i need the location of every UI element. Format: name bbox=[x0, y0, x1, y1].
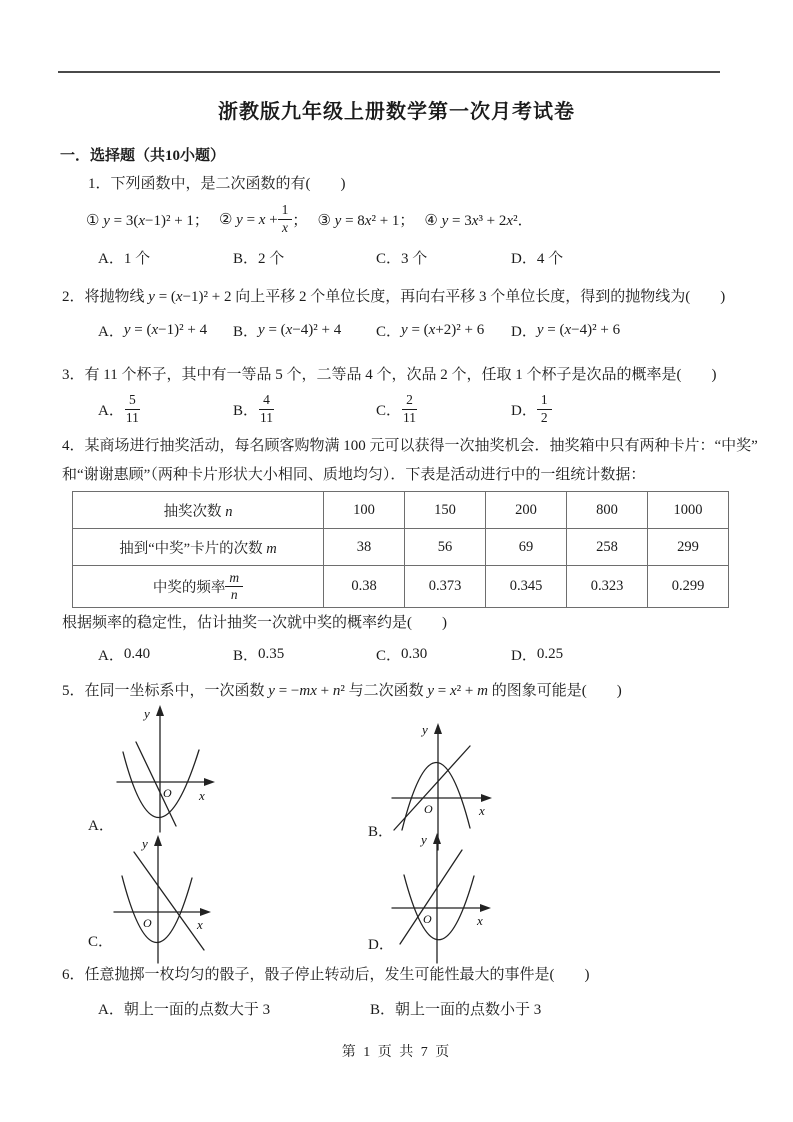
q5-graph-b-label: B． bbox=[368, 824, 394, 840]
table-cell: 38 bbox=[324, 529, 405, 566]
page-footer: 第 1 页 共 7 页 bbox=[341, 1045, 452, 1060]
table-row bbox=[73, 492, 729, 529]
origin-label: O bbox=[143, 916, 152, 930]
q2-option-d bbox=[511, 320, 620, 341]
option-text: 0.40 bbox=[123, 646, 151, 662]
fraction-denominator: n bbox=[230, 587, 238, 602]
q5-graph-c bbox=[100, 830, 220, 965]
q4-option-c bbox=[376, 644, 427, 665]
line-curve bbox=[136, 742, 176, 826]
q1-formulas bbox=[86, 196, 533, 242]
option-fraction bbox=[401, 392, 418, 425]
table-cell: 100 bbox=[324, 492, 405, 529]
q1-formula-4: ④ y = 3x³ + 2x²． bbox=[424, 212, 533, 229]
option-letter: C． bbox=[376, 251, 402, 267]
q4-option-a bbox=[98, 644, 150, 665]
option-text: 朝上一面的点数小于 3 bbox=[395, 1002, 542, 1018]
y-axis-arrow-icon bbox=[154, 835, 162, 846]
parabola-curve bbox=[122, 876, 192, 943]
table-cell: 56 bbox=[405, 529, 486, 566]
option-letter: C． bbox=[376, 324, 402, 340]
option-text: 2 个 bbox=[258, 251, 285, 267]
row-label: 抽到“中奖”卡片的次数 m bbox=[119, 540, 277, 557]
parabola-curve bbox=[123, 750, 199, 818]
table-row bbox=[73, 566, 729, 608]
option-letter: A． bbox=[98, 251, 124, 267]
q5-stem: 5．在同一坐标系中，一次函数 y = −mx + n² 与二次函数 y = x² + m 的图象可能是( ) bbox=[62, 683, 622, 699]
q5-graph-a bbox=[103, 702, 223, 837]
fraction-denominator: 11 bbox=[125, 409, 139, 425]
option-text: 0.30 bbox=[401, 646, 428, 662]
table-cell: 0.345 bbox=[486, 566, 567, 608]
origin-label: O bbox=[424, 802, 433, 816]
option-letter: B． bbox=[233, 324, 259, 340]
table-cell: 258 bbox=[567, 529, 648, 566]
q3-option-c bbox=[376, 388, 418, 430]
option-text: y = (x−4)² + 4 bbox=[258, 322, 342, 338]
option-letter: B． bbox=[233, 648, 259, 664]
q1-option-c bbox=[376, 247, 427, 268]
x-axis-label: x bbox=[477, 913, 483, 928]
q6-options bbox=[98, 998, 718, 1020]
q2-option-b bbox=[233, 320, 341, 341]
q4-option-d bbox=[511, 644, 563, 665]
option-text: y = (x+2)² + 6 bbox=[401, 322, 485, 338]
q5-graph-d-label: D． bbox=[368, 937, 394, 953]
origin-label: O bbox=[163, 786, 172, 800]
option-text: y = (x−1)² + 4 bbox=[123, 322, 208, 338]
row-label bbox=[153, 570, 243, 603]
q5-graph-d bbox=[380, 830, 500, 965]
table-cell bbox=[73, 566, 324, 608]
fraction-numerator: 2 bbox=[402, 392, 417, 409]
y-axis-label: y bbox=[144, 706, 150, 721]
option-fraction bbox=[124, 392, 141, 425]
x-axis-arrow-icon bbox=[480, 904, 491, 912]
option-letter: D． bbox=[511, 402, 537, 419]
q4-options bbox=[98, 644, 718, 666]
table-cell: 0.299 bbox=[648, 566, 729, 608]
q6-option-b bbox=[370, 998, 541, 1019]
table-cell bbox=[73, 492, 324, 529]
option-text: 4 个 bbox=[536, 251, 564, 267]
q1-formula-2-fraction bbox=[278, 202, 293, 235]
table-cell: 0.38 bbox=[324, 566, 405, 608]
option-text: 0.25 bbox=[536, 646, 564, 662]
fraction-numerator: 1 bbox=[278, 202, 293, 219]
option-letter: A． bbox=[98, 324, 124, 340]
q5-graph-c-label: C． bbox=[88, 934, 114, 950]
table-cell: 0.373 bbox=[405, 566, 486, 608]
option-letter: B． bbox=[370, 1002, 396, 1018]
option-letter: A． bbox=[98, 648, 124, 664]
y-axis-label: y bbox=[421, 832, 427, 847]
table-cell: 150 bbox=[405, 492, 486, 529]
option-letter: B． bbox=[233, 251, 259, 267]
fraction-denominator: 11 bbox=[403, 409, 417, 425]
table-cell bbox=[73, 529, 324, 566]
row-label: 抽奖次数 n bbox=[163, 503, 233, 520]
y-axis-arrow-icon bbox=[433, 833, 441, 844]
section-heading: 一．选择题（共10小题） bbox=[60, 148, 226, 164]
x-axis-label: x bbox=[199, 788, 205, 803]
x-axis-arrow-icon bbox=[200, 908, 211, 916]
option-letter: D． bbox=[511, 324, 537, 340]
q1-option-d bbox=[511, 247, 563, 268]
q6-option-a bbox=[98, 998, 270, 1019]
fraction-numerator: m bbox=[225, 570, 243, 587]
fraction-numerator: 1 bbox=[537, 392, 552, 409]
q1-options bbox=[98, 247, 718, 269]
q2-option-c bbox=[376, 320, 484, 341]
q4-stem-line2: 和“谢谢惠顾”（两种卡片形状大小相同、质地均匀）．下表是活动进行中的一组统计数据： bbox=[62, 467, 646, 483]
q1-option-a bbox=[98, 247, 150, 268]
fraction-numerator: 5 bbox=[125, 392, 140, 409]
line-curve bbox=[394, 746, 470, 830]
q5-graph-a-label: A． bbox=[88, 818, 114, 834]
x-axis-arrow-icon bbox=[204, 778, 215, 786]
page-title: 浙教版九年级上册数学第一次月考试卷 bbox=[218, 101, 575, 123]
q1-option-b bbox=[233, 247, 284, 268]
fraction-denominator: 11 bbox=[260, 409, 274, 425]
table-cell: 69 bbox=[486, 529, 567, 566]
option-letter: D． bbox=[511, 251, 537, 267]
table-cell: 200 bbox=[486, 492, 567, 529]
x-axis-label: x bbox=[479, 803, 485, 818]
y-axis-label: y bbox=[422, 722, 428, 737]
q1-stem: 1．下列函数中，是二次函数的有( ) bbox=[88, 176, 346, 192]
table-row bbox=[73, 529, 729, 566]
q3-option-b bbox=[233, 388, 275, 430]
header-rule bbox=[58, 71, 720, 73]
option-text: 1 个 bbox=[123, 251, 151, 267]
option-text: 3 个 bbox=[401, 251, 428, 267]
y-axis-arrow-icon bbox=[434, 723, 442, 734]
q2-options bbox=[98, 320, 718, 342]
q3-option-d bbox=[511, 388, 552, 430]
option-letter: B． bbox=[233, 402, 259, 419]
q3-stem: 3．有 11 个杯子，其中有一等品 5 个，二等品 4 个，次品 2 个，任取 1 个杯子是次品的概率是( ) bbox=[62, 367, 717, 383]
option-letter: A． bbox=[98, 402, 124, 419]
option-letter: C． bbox=[376, 648, 402, 664]
q1-formula-1: ① y = 3(x−1)² + 1； bbox=[86, 212, 209, 229]
option-letter: D． bbox=[511, 648, 537, 664]
option-text: 朝上一面的点数大于 3 bbox=[123, 1002, 271, 1018]
q1-formula-3: ③ y = 8x² + 1； bbox=[317, 212, 415, 229]
frequency-fraction bbox=[225, 570, 243, 603]
table-cell: 1000 bbox=[648, 492, 729, 529]
option-fraction bbox=[537, 392, 552, 425]
q4-table bbox=[72, 491, 729, 608]
fraction-numerator: 4 bbox=[259, 392, 274, 409]
y-axis-arrow-icon bbox=[156, 705, 164, 716]
x-axis-label: x bbox=[197, 917, 203, 932]
table-cell: 0.323 bbox=[567, 566, 648, 608]
q6-stem: 6．任意抛掷一枚均匀的骰子，骰子停止转动后，发生可能性最大的事件是( ) bbox=[62, 967, 590, 983]
option-letter: C． bbox=[376, 402, 402, 419]
option-text: y = (x−4)² + 6 bbox=[536, 322, 621, 338]
parabola-curve bbox=[402, 762, 470, 830]
q2-option-a bbox=[98, 320, 207, 341]
q4-option-b bbox=[233, 644, 284, 665]
fraction-denominator: 2 bbox=[540, 409, 548, 425]
row-label-text: 中奖的频率 bbox=[152, 580, 226, 596]
y-axis-label: y bbox=[142, 836, 148, 851]
q4-stem-line1: 4．某商场进行抽奖活动，每名顾客购物满 100 元可以获得一次抽奖机会．抽奖箱中只有两种卡片：“中奖” bbox=[62, 438, 758, 454]
x-axis-arrow-icon bbox=[481, 794, 492, 802]
fraction-denominator: x bbox=[282, 219, 289, 235]
table-cell: 800 bbox=[567, 492, 648, 529]
origin-label: O bbox=[423, 912, 432, 926]
q2-stem: 2．将抛物线 y = (x−1)² + 2 向上平移 2 个单位长度，再向右平移 3 个单位长度，得到的抛物线为( ) bbox=[62, 289, 726, 305]
q3-option-a bbox=[98, 388, 141, 430]
q1-formula-2-pre: ② y = x + bbox=[218, 211, 278, 228]
option-letter: A． bbox=[98, 1002, 124, 1018]
option-fraction bbox=[258, 392, 275, 425]
q3-options bbox=[98, 388, 718, 430]
q1-formula-2-post: ； bbox=[292, 212, 308, 229]
table-cell: 299 bbox=[648, 529, 729, 566]
q4-tail: 根据频率的稳定性，估计抽奖一次就中奖的概率约是( ) bbox=[62, 615, 447, 631]
option-text: 0.35 bbox=[258, 646, 285, 662]
